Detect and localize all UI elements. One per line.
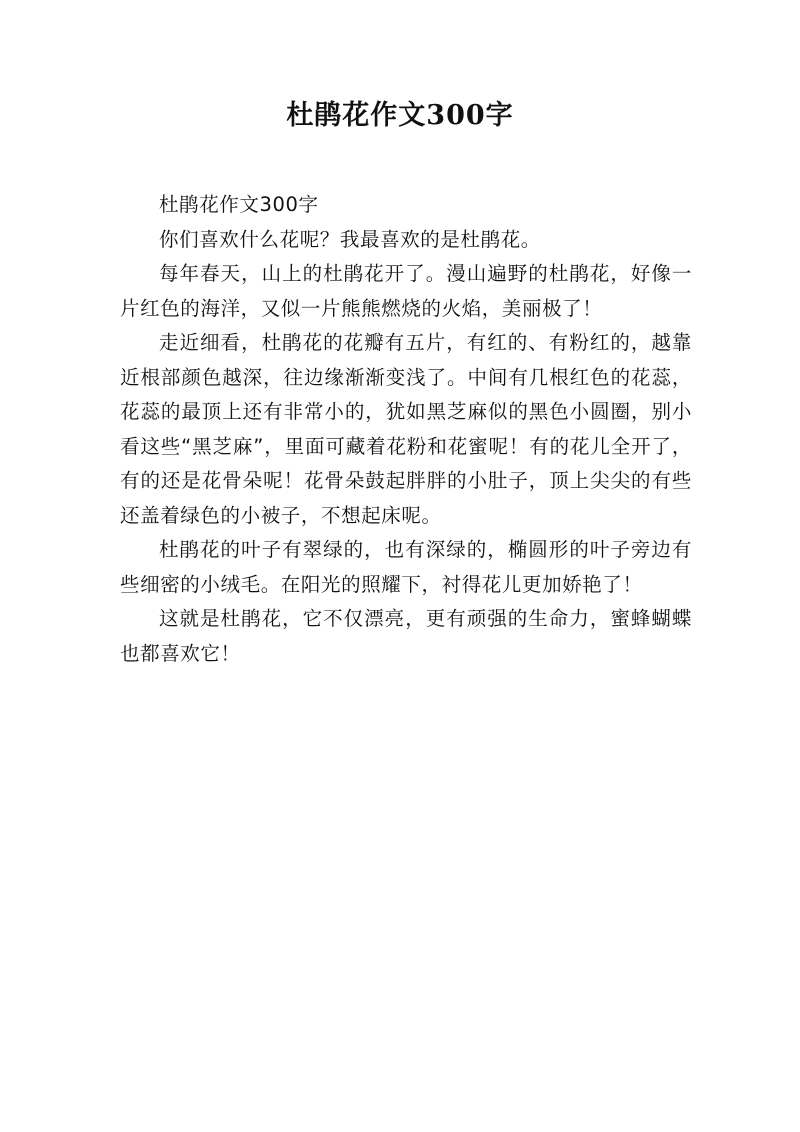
paragraph-conclusion: 这就是杜鹃花，它不仅漂亮，更有顽强的生命力，蜜蜂蝴蝶也都喜欢它！ — [120, 607, 692, 665]
paragraph-spring: 每年春天，山上的杜鹃花开了。漫山遍野的杜鹃花，好像一片红色的海洋，又似一片熊熊燃烧的火焰，美丽极了！ — [120, 262, 692, 320]
document-body — [120, 188, 692, 671]
paragraph-closeup: 走近细看，杜鹃花的花瓣有五片，有红的、有粉红的，越靠近根部颜色越深，往边缘渐渐变浅了。中间有几根红色的花蕊，花蕊的最顶上还有非常小的，犹如黑芝麻似的黑色小圆圈，别小看这些“黑芝麻”，里面可藏着花粉和花蜜呢！有的花儿全开了，有的还是花骨朵呢！花骨朵鼓起胖胖的小肚子，顶上尖尖的有些还盖着绿色的小被子，不想起床呢。 — [120, 331, 692, 527]
paragraph-leaves: 杜鹃花的叶子有翠绿的，也有深绿的，椭圆形的叶子旁边有些细密的小绒毛。在阳光的照耀下，衬得花儿更加娇艳了！ — [120, 538, 692, 596]
paragraph-heading: 杜鹃花作文300字 — [159, 193, 319, 216]
paragraph-intro: 你们喜欢什么花呢？我最喜欢的是杜鹃花。 — [159, 227, 541, 251]
document-title: 杜鹃花作文300字 — [286, 100, 514, 131]
